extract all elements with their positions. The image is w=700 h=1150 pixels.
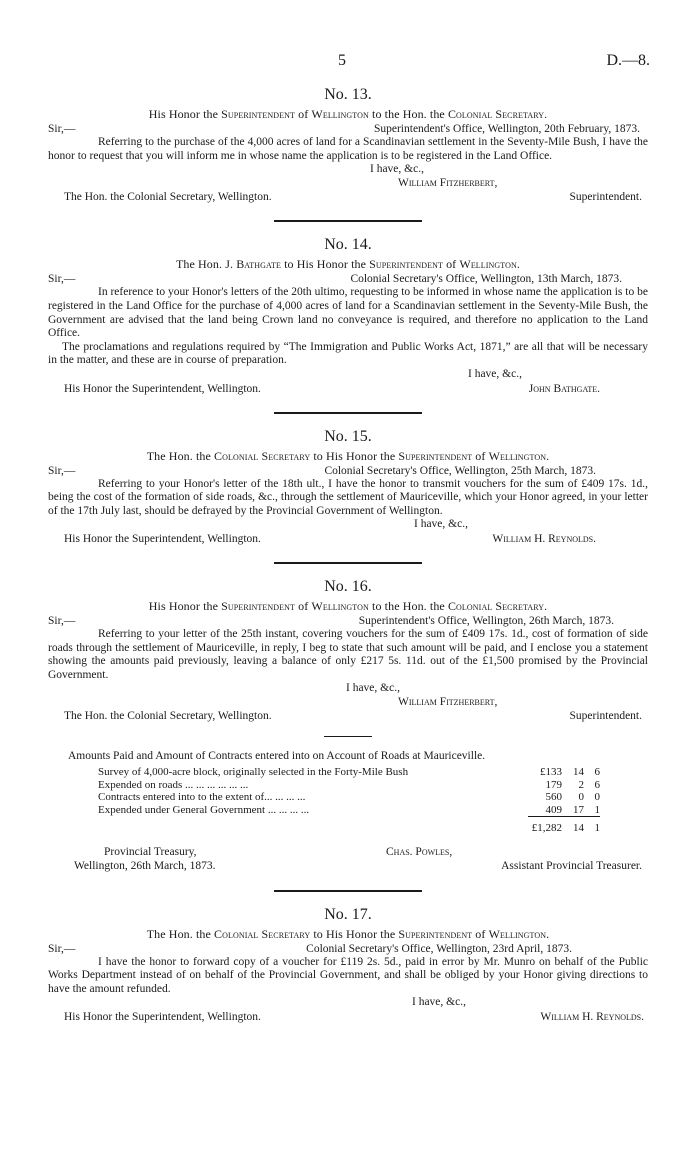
addressee: His Honor the Superintendent, Wellington. [64,1010,261,1023]
letter-body: Referring to your letter of the 25th instant, covering vouchers for the sum of £409 17s. 1d., cost of formation of side roads through the settlement of Mauriceville, in reply, I beg to state that such amount will be paid, and I enclose you a statement showing the amounts paid previously, leaving a balance of only £217 5s. 11d. out of the £1,500 promised by the Provincial Government. [48,627,648,681]
letter-number: No. 13. [324,86,372,103]
letter-body: In reference to your Honor's letters of the 20th ultimo, requesting to be informed in whose name the application is to be registered in the Land Office for the purchase of 4,000 acres of land for a Scandinavian settlement in the Seventy-Mile Bush, the Government are advised that the land being Crown land no conveyance is required, and therefore no application to the Land Office. [48,286,648,340]
letter-14 [48,236,648,396]
total-shillings: 14 [562,817,584,835]
addressee-row [48,190,648,205]
signature: William H. Reynolds. [540,1010,644,1023]
section-divider-short [324,736,372,737]
salutation: Sir,— [48,614,76,627]
table-row [98,766,600,778]
row-description: Expended on roads ... ... ... ... ... ... [98,778,249,791]
total-pounds: £1,282 [528,817,562,835]
section-divider [274,412,422,414]
row-pounds: £133 [540,766,562,779]
dateline: Colonial Secretary's Office, Wellington, 23rd April, 1873. [306,942,572,955]
row-shillings: 17 [573,803,584,816]
row-pounds: 560 [545,791,562,804]
treasury-signer: Chas. Powles, [386,845,453,858]
section-divider [274,562,422,564]
letter-body-2: The proclamations and regulations required by “The Immigration and Public Works Act, 1871,” are all that will be necessary in the matter, and these are in course of preparation. [48,340,648,367]
total-pence: 1 [584,817,600,835]
signature: William Fitzherbert, [398,176,498,189]
treasury-signoff [48,845,648,875]
closing: I have, &c., [346,682,400,695]
statement-title: Amounts Paid and Amount of Contracts entered into on Account of Roads at Mauriceville. [68,750,486,763]
page-content [48,86,648,1027]
page-header [0,52,700,72]
letter-number: No. 14. [324,236,372,254]
treasury-line-1: Provincial Treasury, [104,845,197,858]
row-shillings: 0 [578,791,584,804]
letter-number: No. 16. [324,577,372,595]
salutation-line [48,942,648,956]
closing: I have, &c., [370,163,424,176]
row-description: Contracts entered into to the extent of... ... ... ... [98,791,306,804]
page-number: 5 [338,52,346,69]
statement-table [98,766,600,834]
salutation-line [48,464,648,478]
row-description: Survey of 4,000-acre block, originally selected in the Forty-Mile Bush [98,766,409,779]
closing: I have, &c., [414,518,468,531]
addressee-row [48,1010,648,1025]
addressee-row [48,709,648,724]
dateline: Colonial Secretary's Office, Wellington, 25th March, 1873. [324,464,596,477]
salutation-line [48,272,648,286]
treasury-line-2: Wellington, 26th March, 1873. [74,859,216,872]
salutation-line [48,614,648,628]
letter-body: I have the honor to forward copy of a voucher for £119 2s. 5d., paid in error by Mr. Munro on behalf of the Public Works Department instead of on behalf of the Provincial Government, and shall be obliged by your Honor giving directions to have the amount refunded. [48,955,648,995]
section-divider [274,220,422,222]
letter-heading: The Hon. the Colonial Secretary to His Honor the Superintendent of Wellington. [146,926,550,941]
row-pounds: 179 [545,778,562,791]
statement-section [48,749,648,874]
salutation-line [48,122,648,136]
dateline: Superintendent's Office, Wellington, 26th March, 1873. [358,614,614,627]
closing: I have, &c., [468,367,522,380]
row-description: Expended under General Government ... ... ... ... [98,804,310,817]
table-row [98,779,600,791]
letter-17 [48,906,648,1025]
row-shillings: 14 [573,766,584,779]
signature: William Fitzherbert, [398,695,498,708]
letter-16 [48,578,648,725]
dateline: Colonial Secretary's Office, Wellington, 13th March, 1873. [350,273,622,286]
salutation: Sir,— [48,464,76,477]
letter-body: Referring to your Honor's letter of the 18th ult., I have the honor to transmit vouchers for the sum of £409 17s. 1d., being the cost of the formation of side roads, &c., through the settlement of Mauriceville, which your Honor agreed, in your letter of the 17th July last, should be defrayed by the Provincial Government of Wellington. [48,477,648,517]
signature: William H. Reynolds. [492,532,596,545]
addressee-row [48,382,648,397]
letter-13 [48,86,648,205]
row-pounds: 409 [545,803,562,816]
signer-title: Superintendent. [569,191,642,204]
row-pence: 6 [594,766,600,779]
treasury-signer-title: Assistant Provincial Treasurer. [501,859,642,872]
addressee: His Honor the Superintendent, Wellington. [64,532,261,545]
salutation: Sir,— [48,273,76,286]
letter-number: No. 15. [324,427,372,445]
letter-heading: The Hon. J. Bathgate to His Honor the Superintendent of Wellington. [175,257,521,272]
row-pence: 0 [594,791,600,804]
table-row [98,804,600,817]
addressee: The Hon. the Colonial Secretary, Wellington. [64,710,272,723]
salutation: Sir,— [48,123,76,135]
letter-heading: His Honor the Superintendent of Wellington to the Hon. the Colonial Secretary. [148,107,548,121]
table-row [98,791,600,803]
row-pence: 6 [594,778,600,791]
letter-heading: His Honor the Superintendent of Wellington to the Hon. the Colonial Secretary. [148,598,548,613]
salutation: Sir,— [48,942,76,955]
addressee: The Hon. the Colonial Secretary, Wellington. [64,191,272,204]
addressee: His Honor the Superintendent, Wellington. [64,382,261,395]
letter-body: Referring to the purchase of the 4,000 acres of land for a Scandinavian settlement in the Seventy-Mile Bush, I have the honor to request that you will inform me in whose name the application is to be registered in the Land Office. [48,136,648,162]
dateline: Superintendent's Office, Wellington, 20th February, 1873. [373,123,640,135]
addressee-row [48,532,648,547]
section-divider [274,890,422,892]
signature: John Bathgate. [528,382,600,395]
letter-number: No. 17. [324,905,372,923]
total-row [98,817,600,835]
closing: I have, &c., [412,996,466,1009]
letter-15 [48,428,648,547]
row-shillings: 2 [578,778,584,791]
signer-title: Superintendent. [569,710,642,723]
row-pence: 1 [594,803,600,816]
letter-heading: The Hon. the Colonial Secretary to His Honor the Superintendent of Wellington. [146,448,550,463]
document-code: D.—8. [606,52,650,69]
